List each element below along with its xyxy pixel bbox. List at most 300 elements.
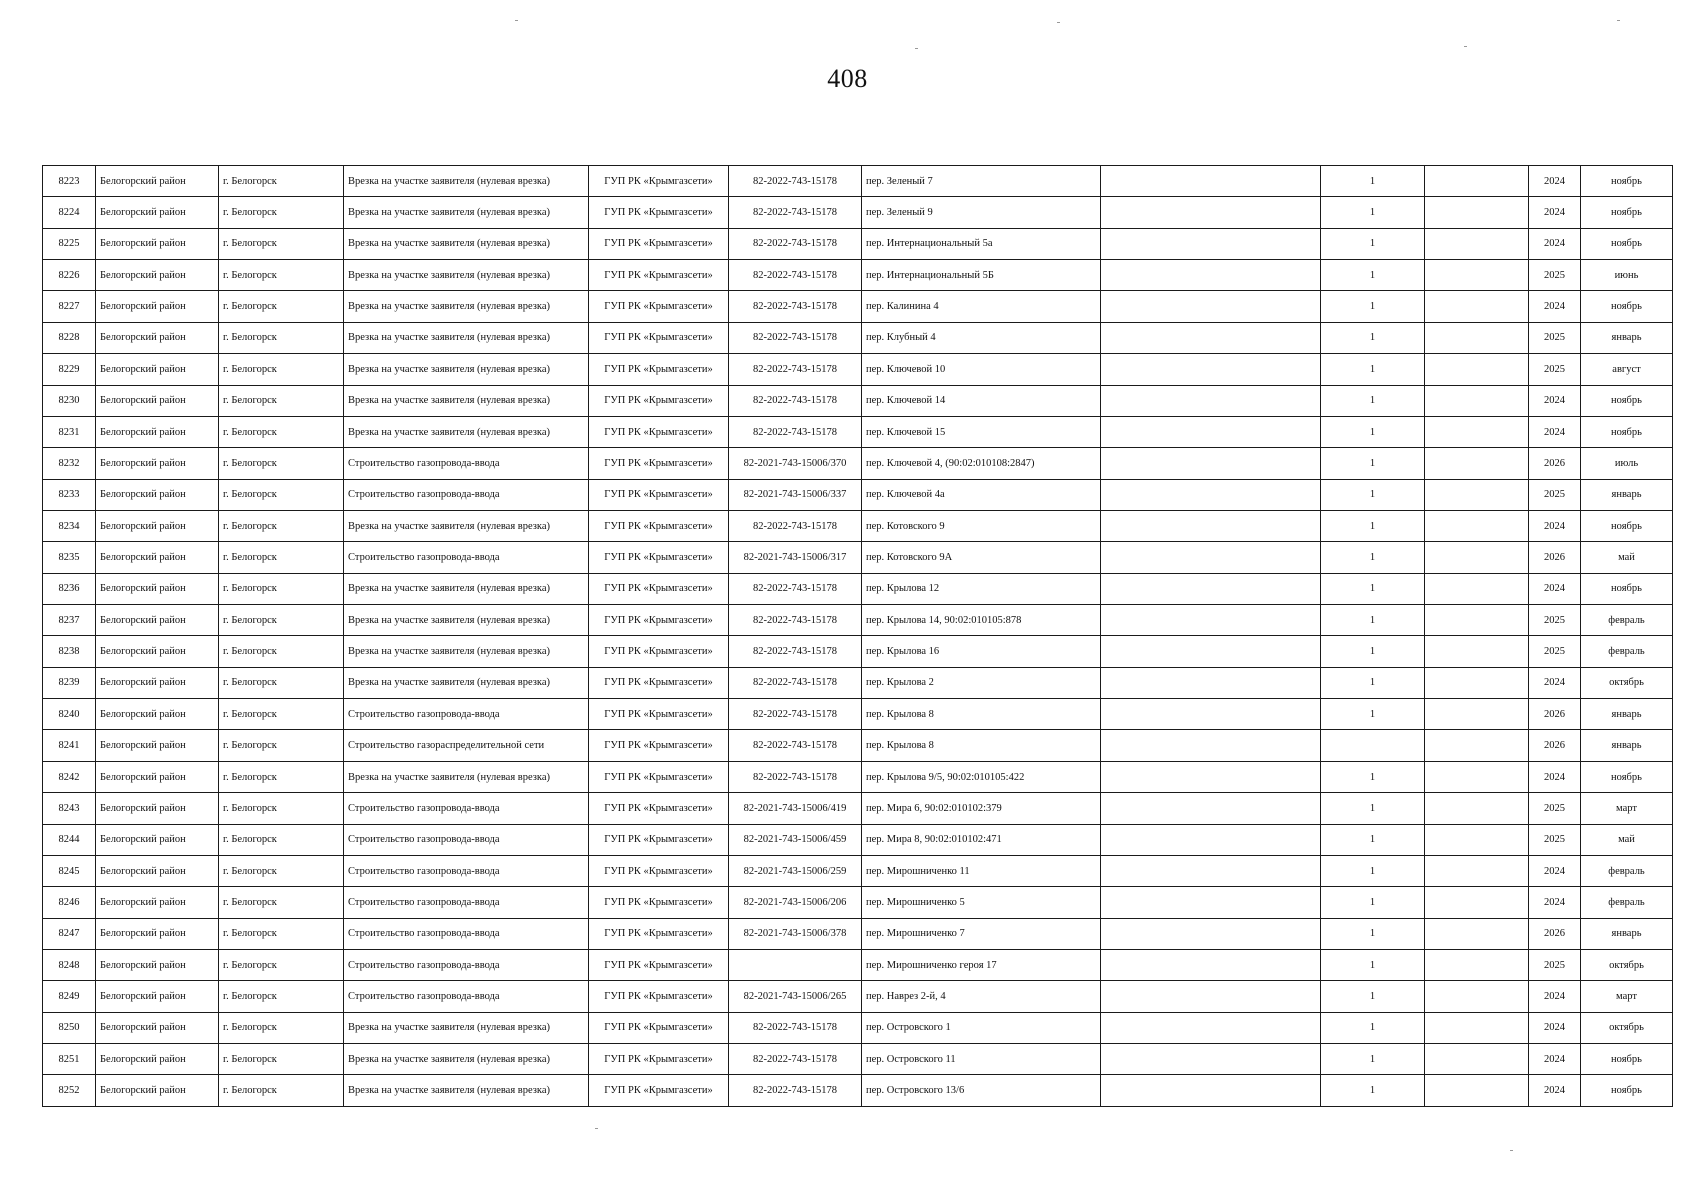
district-cell: Белогорский район [96, 761, 219, 792]
empty-cell [1425, 1012, 1529, 1043]
table-row [43, 636, 1673, 667]
empty-cell [1425, 291, 1529, 322]
empty-cell [1101, 260, 1321, 291]
year-cell: 2026 [1529, 699, 1581, 730]
tech-conditions-cell: 82-2022-743-15178 [729, 667, 862, 698]
scan-speck [1464, 46, 1467, 47]
work-type-cell: Врезка на участке заявителя (нулевая врезка) [344, 416, 589, 447]
empty-cell [1101, 479, 1321, 510]
address-cell: пер. Крылова 16 [862, 636, 1101, 667]
organization-cell: ГУП РК «Крымгазсети» [589, 228, 729, 259]
quantity-cell: 1 [1321, 510, 1425, 541]
quantity-cell: 1 [1321, 1075, 1425, 1107]
city-cell: г. Белогорск [219, 730, 344, 761]
quantity-cell: 1 [1321, 479, 1425, 510]
empty-cell [1425, 855, 1529, 886]
empty-cell [1101, 291, 1321, 322]
month-cell: ноябрь [1581, 291, 1673, 322]
district-cell: Белогорский район [96, 291, 219, 322]
table-row [43, 228, 1673, 259]
organization-cell: ГУП РК «Крымгазсети» [589, 855, 729, 886]
city-cell: г. Белогорск [219, 197, 344, 228]
month-cell: март [1581, 793, 1673, 824]
month-cell: май [1581, 542, 1673, 573]
city-cell: г. Белогорск [219, 322, 344, 353]
organization-cell: ГУП РК «Крымгазсети» [589, 761, 729, 792]
district-cell: Белогорский район [96, 354, 219, 385]
empty-cell [1101, 228, 1321, 259]
year-cell: 2025 [1529, 636, 1581, 667]
month-cell: октябрь [1581, 1012, 1673, 1043]
organization-cell: ГУП РК «Крымгазсети» [589, 354, 729, 385]
empty-cell [1101, 855, 1321, 886]
row-number: 8235 [43, 542, 96, 573]
address-cell: пер. Ключевой 15 [862, 416, 1101, 447]
work-type-cell: Строительство газопровода-ввода [344, 699, 589, 730]
empty-cell [1425, 385, 1529, 416]
address-cell: пер. Мирошниченко 7 [862, 918, 1101, 949]
year-cell: 2026 [1529, 542, 1581, 573]
month-cell: июнь [1581, 260, 1673, 291]
quantity-cell: 1 [1321, 699, 1425, 730]
organization-cell: ГУП РК «Крымгазсети» [589, 573, 729, 604]
quantity-cell: 1 [1321, 761, 1425, 792]
register-table [42, 165, 1673, 1107]
row-number: 8244 [43, 824, 96, 855]
table-row [43, 699, 1673, 730]
work-type-cell: Строительство газораспределительной сети [344, 730, 589, 761]
district-cell: Белогорский район [96, 260, 219, 291]
work-type-cell: Врезка на участке заявителя (нулевая врезка) [344, 667, 589, 698]
quantity-cell: 1 [1321, 1044, 1425, 1075]
work-type-cell: Строительство газопровода-ввода [344, 918, 589, 949]
tech-conditions-cell: 82-2021-743-15006/419 [729, 793, 862, 824]
city-cell: г. Белогорск [219, 573, 344, 604]
work-type-cell: Врезка на участке заявителя (нулевая врезка) [344, 1044, 589, 1075]
tech-conditions-cell: 82-2022-743-15178 [729, 228, 862, 259]
empty-cell [1101, 949, 1321, 980]
empty-cell [1425, 416, 1529, 447]
address-cell: пер. Крылова 8 [862, 699, 1101, 730]
year-cell: 2025 [1529, 824, 1581, 855]
year-cell: 2024 [1529, 197, 1581, 228]
row-number: 8232 [43, 448, 96, 479]
tech-conditions-cell: 82-2021-743-15006/317 [729, 542, 862, 573]
month-cell: июль [1581, 448, 1673, 479]
city-cell: г. Белогорск [219, 699, 344, 730]
quantity-cell: 1 [1321, 448, 1425, 479]
table-row [43, 166, 1673, 197]
organization-cell: ГУП РК «Крымгазсети» [589, 605, 729, 636]
district-cell: Белогорский район [96, 385, 219, 416]
table-row [43, 918, 1673, 949]
work-type-cell: Врезка на участке заявителя (нулевая врезка) [344, 605, 589, 636]
year-cell: 2024 [1529, 1012, 1581, 1043]
work-type-cell: Врезка на участке заявителя (нулевая врезка) [344, 291, 589, 322]
city-cell: г. Белогорск [219, 918, 344, 949]
tech-conditions-cell: 82-2021-743-15006/265 [729, 981, 862, 1012]
tech-conditions-cell: 82-2022-743-15178 [729, 761, 862, 792]
month-cell: ноябрь [1581, 1044, 1673, 1075]
empty-cell [1425, 1044, 1529, 1075]
tech-conditions-cell: 82-2022-743-15178 [729, 354, 862, 385]
quantity-cell: 1 [1321, 918, 1425, 949]
address-cell: пер. Крылова 2 [862, 667, 1101, 698]
empty-cell [1425, 573, 1529, 604]
work-type-cell: Врезка на участке заявителя (нулевая врезка) [344, 636, 589, 667]
empty-cell [1101, 322, 1321, 353]
work-type-cell: Врезка на участке заявителя (нулевая врезка) [344, 385, 589, 416]
scan-speck [595, 1128, 598, 1129]
row-number: 8245 [43, 855, 96, 886]
month-cell: август [1581, 354, 1673, 385]
table-row [43, 761, 1673, 792]
organization-cell: ГУП РК «Крымгазсети» [589, 887, 729, 918]
quantity-cell: 1 [1321, 605, 1425, 636]
work-type-cell: Врезка на участке заявителя (нулевая врезка) [344, 573, 589, 604]
work-type-cell: Врезка на участке заявителя (нулевая врезка) [344, 166, 589, 197]
district-cell: Белогорский район [96, 416, 219, 447]
city-cell: г. Белогорск [219, 416, 344, 447]
district-cell: Белогорский район [96, 542, 219, 573]
district-cell: Белогорский район [96, 636, 219, 667]
organization-cell: ГУП РК «Крымгазсети» [589, 699, 729, 730]
city-cell: г. Белогорск [219, 228, 344, 259]
work-type-cell: Строительство газопровода-ввода [344, 479, 589, 510]
quantity-cell: 1 [1321, 166, 1425, 197]
page-number: 408 [827, 64, 868, 93]
month-cell: январь [1581, 699, 1673, 730]
empty-cell [1101, 824, 1321, 855]
district-cell: Белогорский район [96, 981, 219, 1012]
month-cell: январь [1581, 730, 1673, 761]
row-number: 8249 [43, 981, 96, 1012]
city-cell: г. Белогорск [219, 855, 344, 886]
quantity-cell: 1 [1321, 542, 1425, 573]
organization-cell: ГУП РК «Крымгазсети» [589, 793, 729, 824]
empty-cell [1101, 887, 1321, 918]
address-cell: пер. Мирошниченко героя 17 [862, 949, 1101, 980]
quantity-cell: 1 [1321, 636, 1425, 667]
district-cell: Белогорский район [96, 887, 219, 918]
year-cell: 2024 [1529, 1075, 1581, 1107]
tech-conditions-cell: 82-2021-743-15006/337 [729, 479, 862, 510]
table-row [43, 793, 1673, 824]
year-cell: 2024 [1529, 1044, 1581, 1075]
organization-cell: ГУП РК «Крымгазсети» [589, 667, 729, 698]
quantity-cell: 1 [1321, 981, 1425, 1012]
tech-conditions-cell: 82-2022-743-15178 [729, 510, 862, 541]
month-cell: ноябрь [1581, 197, 1673, 228]
work-type-cell: Врезка на участке заявителя (нулевая врезка) [344, 1075, 589, 1107]
district-cell: Белогорский район [96, 197, 219, 228]
month-cell: май [1581, 824, 1673, 855]
district-cell: Белогорский район [96, 949, 219, 980]
tech-conditions-cell: 82-2021-743-15006/206 [729, 887, 862, 918]
month-cell: ноябрь [1581, 761, 1673, 792]
empty-cell [1101, 636, 1321, 667]
year-cell: 2026 [1529, 730, 1581, 761]
tech-conditions-cell: 82-2021-743-15006/378 [729, 918, 862, 949]
organization-cell: ГУП РК «Крымгазсети» [589, 416, 729, 447]
empty-cell [1101, 1044, 1321, 1075]
month-cell: февраль [1581, 887, 1673, 918]
organization-cell: ГУП РК «Крымгазсети» [589, 1012, 729, 1043]
tech-conditions-cell: 82-2022-743-15178 [729, 636, 862, 667]
quantity-cell: 1 [1321, 260, 1425, 291]
quantity-cell: 1 [1321, 291, 1425, 322]
table-row [43, 260, 1673, 291]
row-number: 8240 [43, 699, 96, 730]
city-cell: г. Белогорск [219, 793, 344, 824]
year-cell: 2025 [1529, 793, 1581, 824]
month-cell: ноябрь [1581, 166, 1673, 197]
table-row [43, 824, 1673, 855]
table-row [43, 542, 1673, 573]
empty-cell [1425, 918, 1529, 949]
table-row [43, 416, 1673, 447]
organization-cell: ГУП РК «Крымгазсети» [589, 824, 729, 855]
empty-cell [1425, 605, 1529, 636]
organization-cell: ГУП РК «Крымгазсети» [589, 291, 729, 322]
row-number: 8242 [43, 761, 96, 792]
quantity-cell: 1 [1321, 573, 1425, 604]
empty-cell [1425, 322, 1529, 353]
work-type-cell: Врезка на участке заявителя (нулевая врезка) [344, 761, 589, 792]
row-number: 8223 [43, 166, 96, 197]
year-cell: 2024 [1529, 166, 1581, 197]
empty-cell [1425, 981, 1529, 1012]
district-cell: Белогорский район [96, 1012, 219, 1043]
empty-cell [1425, 887, 1529, 918]
district-cell: Белогорский район [96, 479, 219, 510]
tech-conditions-cell: 82-2022-743-15178 [729, 322, 862, 353]
city-cell: г. Белогорск [219, 354, 344, 385]
year-cell: 2025 [1529, 949, 1581, 980]
organization-cell: ГУП РК «Крымгазсети» [589, 479, 729, 510]
empty-cell [1425, 479, 1529, 510]
district-cell: Белогорский район [96, 855, 219, 886]
empty-cell [1101, 448, 1321, 479]
tech-conditions-cell: 82-2022-743-15178 [729, 385, 862, 416]
district-cell: Белогорский район [96, 510, 219, 541]
table-row [43, 385, 1673, 416]
organization-cell: ГУП РК «Крымгазсети» [589, 166, 729, 197]
empty-cell [1425, 228, 1529, 259]
work-type-cell: Строительство газопровода-ввода [344, 793, 589, 824]
table-row [43, 605, 1673, 636]
tech-conditions-cell: 82-2022-743-15178 [729, 291, 862, 322]
work-type-cell: Врезка на участке заявителя (нулевая врезка) [344, 354, 589, 385]
row-number: 8229 [43, 354, 96, 385]
table-row [43, 1012, 1673, 1043]
work-type-cell: Строительство газопровода-ввода [344, 855, 589, 886]
row-number: 8228 [43, 322, 96, 353]
quantity-cell: 1 [1321, 416, 1425, 447]
row-number: 8233 [43, 479, 96, 510]
month-cell: февраль [1581, 605, 1673, 636]
empty-cell [1101, 354, 1321, 385]
empty-cell [1425, 1075, 1529, 1107]
month-cell: ноябрь [1581, 573, 1673, 604]
address-cell: пер. Котовского 9А [862, 542, 1101, 573]
table-row [43, 573, 1673, 604]
organization-cell: ГУП РК «Крымгазсети» [589, 981, 729, 1012]
empty-cell [1425, 354, 1529, 385]
quantity-cell: 1 [1321, 824, 1425, 855]
scan-speck [1617, 20, 1620, 21]
address-cell: пер. Мирошниченко 11 [862, 855, 1101, 886]
month-cell: октябрь [1581, 667, 1673, 698]
table-row [43, 510, 1673, 541]
row-number: 8243 [43, 793, 96, 824]
quantity-cell: 1 [1321, 887, 1425, 918]
city-cell: г. Белогорск [219, 824, 344, 855]
year-cell: 2025 [1529, 322, 1581, 353]
year-cell: 2024 [1529, 385, 1581, 416]
organization-cell: ГУП РК «Крымгазсети» [589, 949, 729, 980]
organization-cell: ГУП РК «Крымгазсети» [589, 322, 729, 353]
quantity-cell: 1 [1321, 855, 1425, 886]
table-row [43, 197, 1673, 228]
empty-cell [1101, 730, 1321, 761]
table-row [43, 667, 1673, 698]
city-cell: г. Белогорск [219, 542, 344, 573]
work-type-cell: Строительство газопровода-ввода [344, 887, 589, 918]
empty-cell [1425, 260, 1529, 291]
scan-speck [515, 20, 518, 21]
address-cell: пер. Островского 1 [862, 1012, 1101, 1043]
quantity-cell [1321, 730, 1425, 761]
organization-cell: ГУП РК «Крымгазсети» [589, 918, 729, 949]
empty-cell [1425, 667, 1529, 698]
address-cell: пер. Мира 6, 90:02:010102:379 [862, 793, 1101, 824]
tech-conditions-cell: 82-2021-743-15006/370 [729, 448, 862, 479]
empty-cell [1101, 416, 1321, 447]
district-cell: Белогорский район [96, 793, 219, 824]
row-number: 8230 [43, 385, 96, 416]
scan-speck [1057, 22, 1060, 23]
address-cell: пер. Клубный 4 [862, 322, 1101, 353]
empty-cell [1101, 166, 1321, 197]
table-row [43, 730, 1673, 761]
tech-conditions-cell: 82-2022-743-15178 [729, 166, 862, 197]
tech-conditions-cell [729, 949, 862, 980]
work-type-cell: Врезка на участке заявителя (нулевая врезка) [344, 197, 589, 228]
district-cell: Белогорский район [96, 228, 219, 259]
district-cell: Белогорский район [96, 730, 219, 761]
address-cell: пер. Ключевой 4а [862, 479, 1101, 510]
work-type-cell: Врезка на участке заявителя (нулевая врезка) [344, 322, 589, 353]
empty-cell [1101, 197, 1321, 228]
empty-cell [1101, 918, 1321, 949]
address-cell: пер. Мирошниченко 5 [862, 887, 1101, 918]
month-cell: ноябрь [1581, 1075, 1673, 1107]
year-cell: 2024 [1529, 981, 1581, 1012]
month-cell: ноябрь [1581, 416, 1673, 447]
empty-cell [1101, 385, 1321, 416]
year-cell: 2024 [1529, 228, 1581, 259]
quantity-cell: 1 [1321, 385, 1425, 416]
row-number: 8250 [43, 1012, 96, 1043]
quantity-cell: 1 [1321, 949, 1425, 980]
table-row [43, 322, 1673, 353]
empty-cell [1425, 510, 1529, 541]
city-cell: г. Белогорск [219, 887, 344, 918]
work-type-cell: Строительство газопровода-ввода [344, 448, 589, 479]
district-cell: Белогорский район [96, 918, 219, 949]
month-cell: ноябрь [1581, 510, 1673, 541]
row-number: 8252 [43, 1075, 96, 1107]
empty-cell [1425, 699, 1529, 730]
address-cell: пер. Крылова 12 [862, 573, 1101, 604]
table-row [43, 354, 1673, 385]
city-cell: г. Белогорск [219, 667, 344, 698]
work-type-cell: Строительство газопровода-ввода [344, 542, 589, 573]
work-type-cell: Врезка на участке заявителя (нулевая врезка) [344, 510, 589, 541]
table-row [43, 291, 1673, 322]
tech-conditions-cell: 82-2022-743-15178 [729, 730, 862, 761]
month-cell: январь [1581, 918, 1673, 949]
table-row [43, 855, 1673, 886]
year-cell: 2025 [1529, 260, 1581, 291]
month-cell: октябрь [1581, 949, 1673, 980]
empty-cell [1101, 573, 1321, 604]
city-cell: г. Белогорск [219, 260, 344, 291]
city-cell: г. Белогорск [219, 949, 344, 980]
city-cell: г. Белогорск [219, 1044, 344, 1075]
table-row [43, 448, 1673, 479]
quantity-cell: 1 [1321, 793, 1425, 824]
empty-cell [1425, 197, 1529, 228]
month-cell: январь [1581, 479, 1673, 510]
organization-cell: ГУП РК «Крымгазсети» [589, 1075, 729, 1107]
address-cell: пер. Крылова 9/5, 90:02:010105:422 [862, 761, 1101, 792]
row-number: 8225 [43, 228, 96, 259]
empty-cell [1101, 510, 1321, 541]
empty-cell [1425, 730, 1529, 761]
row-number: 8251 [43, 1044, 96, 1075]
empty-cell [1101, 1012, 1321, 1043]
empty-cell [1425, 949, 1529, 980]
address-cell: пер. Калинина 4 [862, 291, 1101, 322]
empty-cell [1101, 699, 1321, 730]
row-number: 8247 [43, 918, 96, 949]
row-number: 8238 [43, 636, 96, 667]
empty-cell [1101, 981, 1321, 1012]
row-number: 8239 [43, 667, 96, 698]
year-cell: 2024 [1529, 573, 1581, 604]
tech-conditions-cell: 82-2022-743-15178 [729, 260, 862, 291]
tech-conditions-cell: 82-2022-743-15178 [729, 1044, 862, 1075]
row-number: 8227 [43, 291, 96, 322]
city-cell: г. Белогорск [219, 761, 344, 792]
district-cell: Белогорский район [96, 605, 219, 636]
address-cell: пер. Ключевой 10 [862, 354, 1101, 385]
tech-conditions-cell: 82-2022-743-15178 [729, 1012, 862, 1043]
address-cell: пер. Крылова 8 [862, 730, 1101, 761]
scan-speck [915, 48, 918, 49]
address-cell: пер. Ключевой 4, (90:02:010108:2847) [862, 448, 1101, 479]
year-cell: 2024 [1529, 667, 1581, 698]
district-cell: Белогорский район [96, 573, 219, 604]
empty-cell [1101, 761, 1321, 792]
work-type-cell: Врезка на участке заявителя (нулевая врезка) [344, 260, 589, 291]
work-type-cell: Врезка на участке заявителя (нулевая врезка) [344, 228, 589, 259]
address-cell: пер. Котовского 9 [862, 510, 1101, 541]
table-row [43, 949, 1673, 980]
tech-conditions-cell: 82-2021-743-15006/259 [729, 855, 862, 886]
